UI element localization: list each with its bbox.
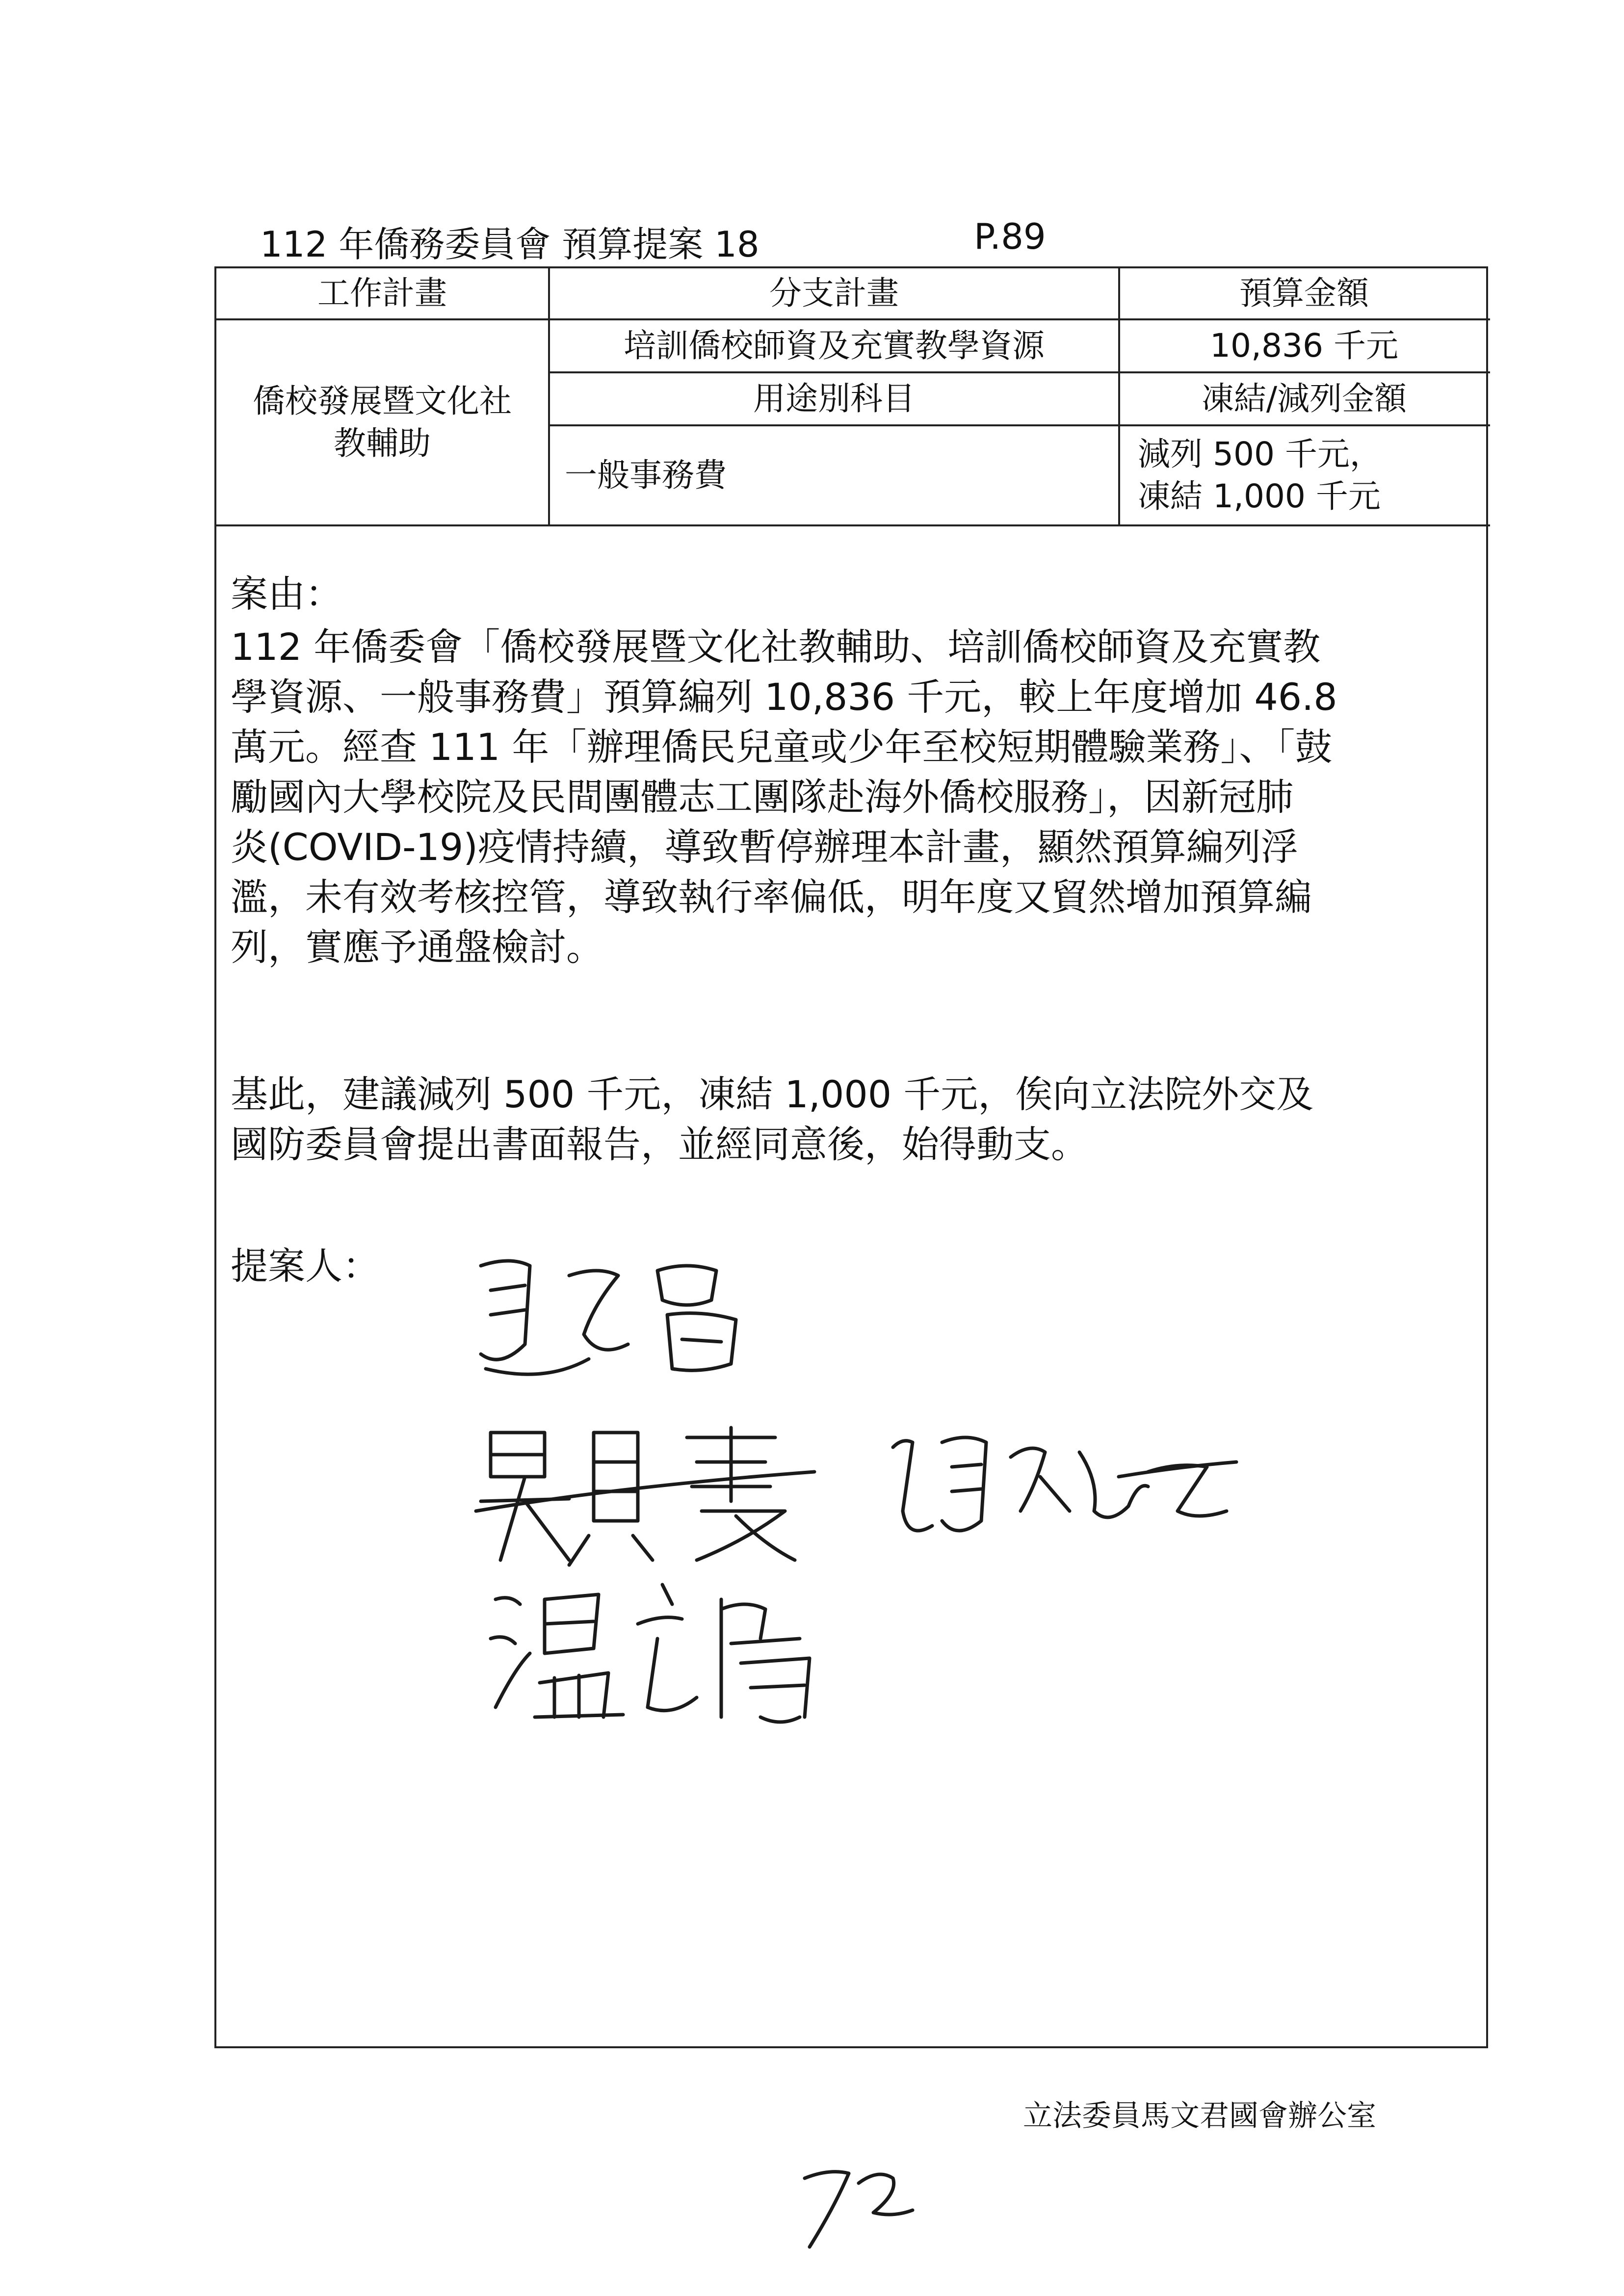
proposal-line: 國防委員會提出書面報告，並經同意後，始得動支。: [231, 1122, 1088, 1166]
work-plan-line1: 僑校發展暨文化社: [253, 382, 512, 420]
table-divider: [216, 524, 1490, 526]
reason-line: 萬元。經查 111 年「辦理僑民兒童或少年至校短期體驗業務」、「鼓: [231, 725, 1333, 769]
proposal-paragraph: [231, 1070, 1313, 1170]
header-budget-amount: 預算金額: [1239, 274, 1369, 313]
signature-4: [486, 1570, 839, 1732]
reason-label: 案由：: [231, 572, 342, 616]
work-plan-line2: 教輔助: [334, 424, 431, 462]
reason-line: 學資源、一般事務費」預算編列 10,836 千元，較上年度增加 46.8: [231, 675, 1337, 719]
work-plan-cell: [216, 320, 548, 524]
reason-line: 勵國內大學校院及民間團體志工團隊赴海外僑校服務」，因新冠肺: [231, 775, 1293, 819]
office-name: 立法委員馬文君國會辦公室: [1023, 2099, 1376, 2133]
proposer-label: 提案人：: [231, 1244, 380, 1288]
use-item-cell: 一般事務費: [565, 456, 727, 495]
handwritten-page-number: [795, 2159, 917, 2257]
signature-3: [873, 1413, 1246, 1570]
header-branch-plan: 分支計畫: [769, 274, 899, 313]
reason-line: 炎(COVID-19)疫情持續，導致暫停辦理本計畫，顯然預算編列浮: [231, 825, 1298, 869]
signature-2: [471, 1413, 824, 1580]
subheader-cut-amount: 凍結/減列金額: [1201, 380, 1407, 418]
branch-plan-cell: 培訓僑校師資及充實教學資源: [624, 327, 1045, 365]
reason-line: 濫，未有效考核控管，導致執行率偏低，明年度又貿然增加預算編: [231, 875, 1312, 919]
cut-line2: 凍結 1,000 千元: [1138, 477, 1381, 515]
page-reference: P.89: [974, 216, 1046, 257]
reason-line: 列，實應予通盤檢討。: [231, 925, 603, 969]
cut-line1: 減列 500 千元，: [1138, 435, 1382, 473]
header-work-plan: 工作計畫: [317, 274, 447, 313]
signature-1: [471, 1246, 775, 1403]
document-title: 112 年僑務委員會 預算提案 18: [260, 224, 760, 265]
cut-amount-cell: [1120, 426, 1488, 524]
budget-amount-cell: 10,836 千元: [1210, 327, 1398, 365]
proposal-line: 基此，建議減列 500 千元，凍結 1,000 千元，俟向立法院外交及: [231, 1072, 1314, 1116]
reason-line: 112 年僑委會「僑校發展暨文化社教輔助、培訓僑校師資及充實教: [231, 625, 1321, 669]
subheader-use-category: 用途別科目: [753, 380, 915, 418]
reason-paragraph: [231, 622, 1337, 972]
